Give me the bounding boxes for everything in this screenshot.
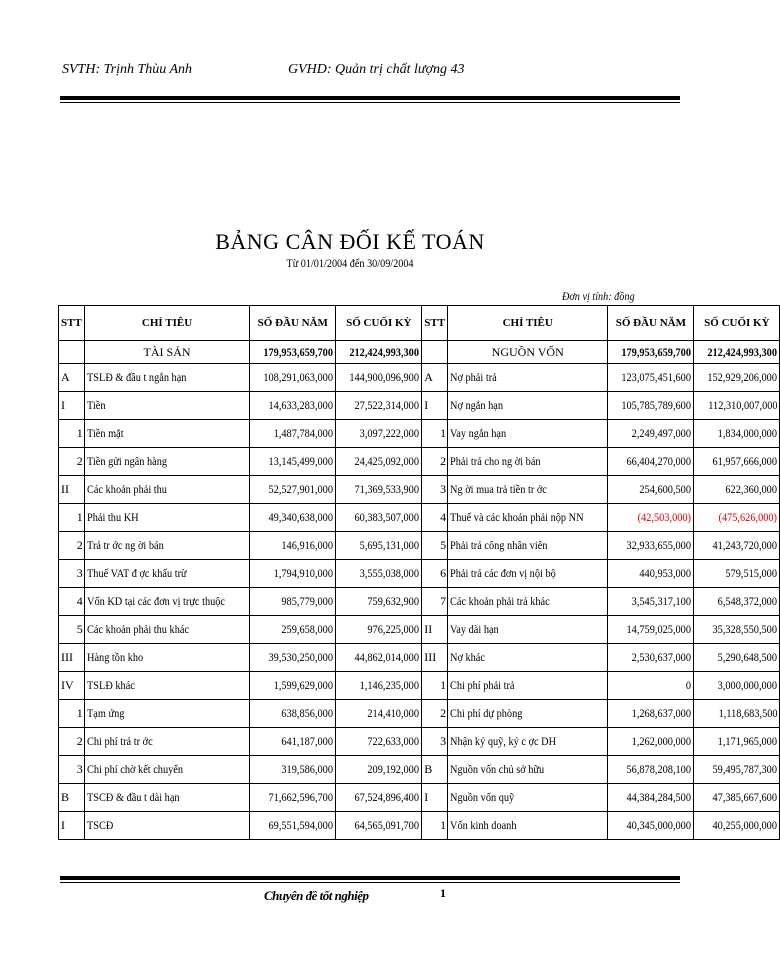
right-stt: 6 [422, 560, 448, 588]
left-item: Thuế VAT đ ợc khấu trừ [84, 560, 249, 588]
right-item: Nợ ngắn hạn [448, 392, 608, 420]
right-begin-value: (42,503,000) [608, 504, 694, 532]
right-end-value: 152,929,206,000 [694, 364, 780, 392]
left-item: Chi phí trả tr ớc [84, 728, 249, 756]
right-stt: B [422, 756, 448, 784]
left-stt: 3 [59, 756, 85, 784]
left-begin-value: 69,551,594,000 [250, 812, 336, 840]
left-stt: 2 [59, 532, 85, 560]
header-rule-thin [60, 102, 680, 103]
left-end-value: 759,632,900 [336, 588, 422, 616]
right-end-value: 41,243,720,000 [694, 532, 780, 560]
right-item: Phải trả cho ng ời bán [448, 448, 608, 476]
sources-end-total: 212,424,993,300 [694, 341, 780, 364]
table-row [59, 784, 780, 812]
right-stt: I [422, 784, 448, 812]
left-item: Trả tr ớc ng ời bán [84, 532, 249, 560]
subject-line: GVHD: Quản trị chất lượng 43 [288, 62, 465, 77]
table-row [59, 532, 780, 560]
table-row [59, 588, 780, 616]
left-item: Tiền gửi ngân hàng [84, 448, 249, 476]
right-stt: 7 [422, 588, 448, 616]
right-stt: 3 [422, 476, 448, 504]
table-row [59, 700, 780, 728]
right-stt: A [422, 364, 448, 392]
left-begin-value: 641,187,000 [250, 728, 336, 756]
left-stt: 3 [59, 560, 85, 588]
left-end-value: 722,633,000 [336, 728, 422, 756]
right-item: Nguồn vốn chủ sở hữu [448, 756, 608, 784]
right-item: Nguồn vốn quỹ [448, 784, 608, 812]
left-begin-value: 49,340,638,000 [250, 504, 336, 532]
left-end-value: 60,383,507,000 [336, 504, 422, 532]
left-stt: 1 [59, 700, 85, 728]
left-begin-value: 108,291,063,000 [250, 364, 336, 392]
table-row [59, 560, 780, 588]
left-end-value: 24,425,092,000 [336, 448, 422, 476]
left-end-value: 27,522,314,000 [336, 392, 422, 420]
left-begin-value: 13,145,499,000 [250, 448, 336, 476]
right-end-value: 1,171,965,000 [694, 728, 780, 756]
table-row [59, 672, 780, 700]
table-row [59, 420, 780, 448]
right-item: Phải trả các đơn vị nội bộ [448, 560, 608, 588]
left-stt: I [59, 812, 85, 840]
right-stt: 5 [422, 532, 448, 560]
right-stt: 3 [422, 728, 448, 756]
table-row [59, 476, 780, 504]
right-begin-value: 105,785,789,600 [608, 392, 694, 420]
assets-end-total: 212,424,993,300 [336, 341, 422, 364]
right-item: Ng ời mua trả tiền tr ớc [448, 476, 608, 504]
left-stt: II [59, 476, 85, 504]
footer-text: Chuyên đề tốt nghiệp [264, 888, 369, 903]
col-begin-right: SỐ ĐẦU NĂM [608, 306, 694, 341]
left-stt: 1 [59, 504, 85, 532]
right-end-value: 35,328,550,500 [694, 616, 780, 644]
right-end-value: 5,290,648,500 [694, 644, 780, 672]
assets-label: TÀI SẢN [84, 341, 249, 364]
col-item-left: CHỈ TIÊU [84, 306, 249, 341]
right-begin-value: 66,404,270,000 [608, 448, 694, 476]
left-begin-value: 146,916,000 [250, 532, 336, 560]
footer-rule-thin [60, 882, 680, 883]
right-stt: 1 [422, 420, 448, 448]
left-begin-value: 1,487,784,000 [250, 420, 336, 448]
left-begin-value: 319,586,000 [250, 756, 336, 784]
right-item: Vay dài hạn [448, 616, 608, 644]
table-header-row [59, 306, 780, 341]
page-subtitle: Từ 01/01/2004 đến 30/09/2004 [286, 256, 414, 270]
left-begin-value: 1,794,910,000 [250, 560, 336, 588]
left-stt: 1 [59, 420, 85, 448]
left-item: Hàng tồn kho [84, 644, 249, 672]
left-begin-value: 259,658,000 [250, 616, 336, 644]
left-end-value: 214,410,000 [336, 700, 422, 728]
right-item: Nợ phải trả [448, 364, 608, 392]
left-stt: 4 [59, 588, 85, 616]
assets-begin-total: 179,953,659,700 [250, 341, 336, 364]
left-begin-value: 985,779,000 [250, 588, 336, 616]
left-end-value: 44,862,014,000 [336, 644, 422, 672]
right-stt: 4 [422, 504, 448, 532]
right-end-value: 61,957,666,000 [694, 448, 780, 476]
col-stt-left: STT [59, 306, 85, 341]
right-stt: I [422, 392, 448, 420]
left-stt: 5 [59, 616, 85, 644]
right-item: Chi phí dự phòng [448, 700, 608, 728]
right-begin-value: 40,345,000,000 [608, 812, 694, 840]
right-begin-value: 440,953,000 [608, 560, 694, 588]
table-row [59, 756, 780, 784]
left-begin-value: 52,527,901,000 [250, 476, 336, 504]
left-stt: III [59, 644, 85, 672]
left-end-value: 1,146,235,000 [336, 672, 422, 700]
left-item: TSCĐ & đầu t dài hạn [84, 784, 249, 812]
table-row [59, 728, 780, 756]
left-item: Chi phí chờ kết chuyển [84, 756, 249, 784]
left-item: Vốn KD tại các đơn vị trực thuộc [84, 588, 249, 616]
right-begin-value: 0 [608, 672, 694, 700]
left-end-value: 976,225,000 [336, 616, 422, 644]
left-stt: I [59, 392, 85, 420]
left-item: Tiền [84, 392, 249, 420]
right-item: Vốn kinh doanh [448, 812, 608, 840]
right-end-value: 47,385,667,600 [694, 784, 780, 812]
right-stt: 1 [422, 672, 448, 700]
left-item: TSCĐ [84, 812, 249, 840]
left-begin-value: 71,662,596,700 [250, 784, 336, 812]
table-row [59, 812, 780, 840]
col-end-left: SỐ CUỐI KỲ [336, 306, 422, 341]
left-begin-value: 14,633,283,000 [250, 392, 336, 420]
left-end-value: 3,097,222,000 [336, 420, 422, 448]
table-row [59, 364, 780, 392]
left-end-value: 5,695,131,000 [336, 532, 422, 560]
right-begin-value: 3,545,317,100 [608, 588, 694, 616]
left-end-value: 209,192,000 [336, 756, 422, 784]
sources-begin-total: 179,953,659,700 [608, 341, 694, 364]
right-end-value: 6,548,372,000 [694, 588, 780, 616]
col-end-right: SỐ CUỐI KỲ [694, 306, 780, 341]
right-end-value: 1,118,683,500 [694, 700, 780, 728]
left-item: Tiền mặt [84, 420, 249, 448]
right-item: Chi phí phải trả [448, 672, 608, 700]
left-end-value: 144,900,096,900 [336, 364, 422, 392]
left-item: Các khoản phải thu khác [84, 616, 249, 644]
left-end-value: 71,369,533,900 [336, 476, 422, 504]
left-end-value: 67,524,896,400 [336, 784, 422, 812]
right-item: Vay ngắn hạn [448, 420, 608, 448]
right-item: Nợ khác [448, 644, 608, 672]
right-begin-value: 44,384,284,500 [608, 784, 694, 812]
left-end-value: 64,565,091,700 [336, 812, 422, 840]
page-title: BẢNG CÂN ĐỐI KẾ TOÁN [215, 229, 485, 254]
left-begin-value: 39,530,250,000 [250, 644, 336, 672]
left-item: Các khoản phải thu [84, 476, 249, 504]
left-stt: B [59, 784, 85, 812]
right-stt: 2 [422, 448, 448, 476]
footer-rule-thick [60, 876, 680, 880]
col-begin-left: SỐ ĐẦU NĂM [250, 306, 336, 341]
right-begin-value: 14,759,025,000 [608, 616, 694, 644]
right-stt: 2 [422, 700, 448, 728]
right-stt: 1 [422, 812, 448, 840]
unit-note: Đơn vị tính: đồng [562, 289, 635, 303]
right-begin-value: 2,530,637,000 [608, 644, 694, 672]
left-end-value: 3,555,038,000 [336, 560, 422, 588]
left-stt: 2 [59, 448, 85, 476]
right-begin-value: 56,878,208,100 [608, 756, 694, 784]
table-row [59, 392, 780, 420]
right-end-value: 112,310,007,000 [694, 392, 780, 420]
sources-label: NGUỒN VỐN [448, 341, 608, 364]
right-begin-value: 1,268,637,000 [608, 700, 694, 728]
left-stt: IV [59, 672, 85, 700]
balance-sheet-table [58, 305, 780, 840]
table-row [59, 644, 780, 672]
right-begin-value: 1,262,000,000 [608, 728, 694, 756]
left-begin-value: 638,856,000 [250, 700, 336, 728]
right-item: Các khoản phải trả khác [448, 588, 608, 616]
left-item: TSLĐ & đầu t ngắn hạn [84, 364, 249, 392]
totals-row [59, 341, 780, 364]
table-row [59, 448, 780, 476]
right-end-value: 3,000,000,000 [694, 672, 780, 700]
right-begin-value: 254,600,500 [608, 476, 694, 504]
right-item: Nhận ký quỹ, ký c ợc DH [448, 728, 608, 756]
left-stt: 2 [59, 728, 85, 756]
page-number: 1 [440, 886, 446, 900]
right-end-value: 579,515,000 [694, 560, 780, 588]
left-item: TSLĐ khác [84, 672, 249, 700]
left-item: Phải thu KH [84, 504, 249, 532]
left-item: Tạm ứng [84, 700, 249, 728]
right-end-value: 40,255,000,000 [694, 812, 780, 840]
right-item: Thuế và các khoản phải nộp NN [448, 504, 608, 532]
right-end-value: (475,626,000) [694, 504, 780, 532]
right-end-value: 622,360,000 [694, 476, 780, 504]
table-row [59, 504, 780, 532]
left-begin-value: 1,599,629,000 [250, 672, 336, 700]
header-rule-thick [60, 96, 680, 100]
col-item-right: CHỈ TIÊU [448, 306, 608, 341]
table-row [59, 616, 780, 644]
author-line: SVTH: Trịnh Thùu Anh [62, 62, 193, 77]
right-begin-value: 32,933,655,000 [608, 532, 694, 560]
right-stt: II [422, 616, 448, 644]
col-stt-right: STT [422, 306, 448, 341]
right-begin-value: 2,249,497,000 [608, 420, 694, 448]
right-end-value: 1,834,000,000 [694, 420, 780, 448]
right-item: Phải trả công nhân viên [448, 532, 608, 560]
right-end-value: 59,495,787,300 [694, 756, 780, 784]
left-stt: A [59, 364, 85, 392]
right-begin-value: 123,075,451,600 [608, 364, 694, 392]
right-stt: III [422, 644, 448, 672]
